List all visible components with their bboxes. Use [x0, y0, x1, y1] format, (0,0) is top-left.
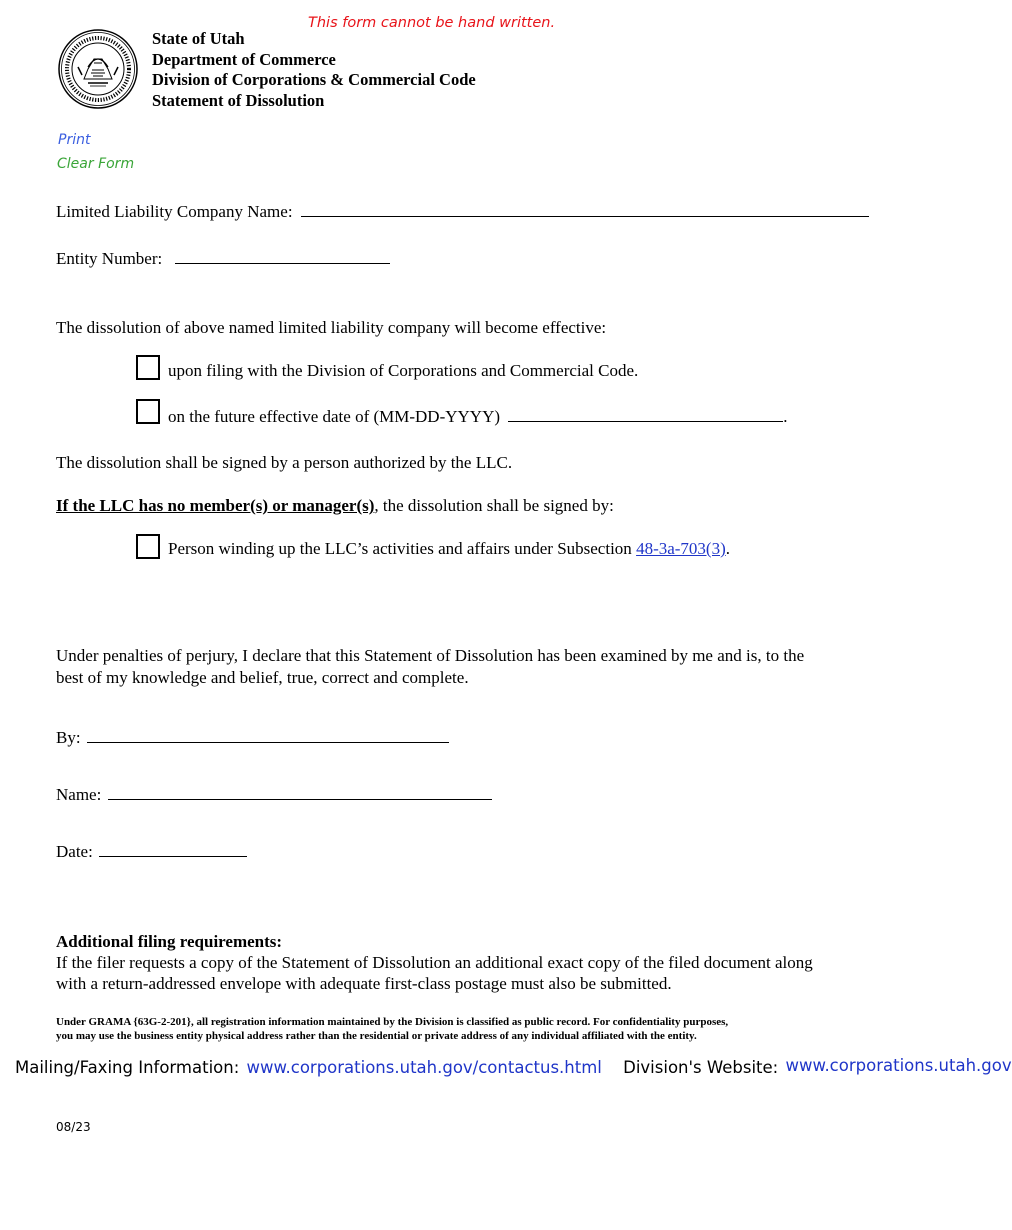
by-label: By:	[56, 728, 81, 747]
entity-number-field[interactable]	[175, 245, 390, 264]
future-date-field[interactable]	[508, 403, 783, 422]
division-website-link[interactable]: www.corporations.utah.gov	[785, 1056, 1012, 1075]
winding-up-text: Person winding up the LLC’s activities and affairs under Subsection	[168, 539, 637, 558]
grama-notice	[56, 1016, 728, 1043]
authorized-signer-text: The dissolution shall be signed by a person authorized by the LLC.	[56, 453, 513, 472]
revision-date: 08/23	[56, 1120, 91, 1134]
no-member-heading: If the LLC has no member(s) or manager(s)	[56, 496, 375, 515]
state-name: State of Utah	[152, 29, 245, 48]
additional-heading: Additional filing requirements:	[56, 932, 283, 951]
name-row	[56, 781, 492, 806]
effective-intro: The dissolution of above named limited liability company will become effective:	[56, 318, 607, 337]
utah-state-seal	[58, 29, 138, 109]
by-field[interactable]	[87, 724, 449, 743]
winding-up-checkbox[interactable]	[136, 534, 160, 559]
handwriting-notice: This form cannot be hand written.	[308, 15, 556, 31]
website-label: Division's Website:	[623, 1058, 779, 1077]
name-field[interactable]	[108, 781, 492, 800]
declaration-line-1: Under penalties of perjury, I declare that this Statement of Dissolution has been examined by me and is, to the	[56, 646, 805, 665]
llc-name-field[interactable]	[301, 198, 869, 217]
agency-header	[152, 29, 476, 111]
llc-name-label: Limited Liability Company Name:	[56, 202, 293, 221]
print-button[interactable]: Print	[58, 132, 91, 148]
additional-line-1: If the filer requests a copy of the Statement of Dissolution an additional exact copy of the filed document along	[56, 953, 813, 972]
future-date-row	[168, 403, 788, 428]
footer-links	[15, 1058, 1012, 1077]
llc-name-row	[56, 198, 869, 223]
additional-requirements	[56, 931, 813, 995]
winding-up-period: .	[725, 539, 731, 558]
entity-number-row	[56, 245, 390, 270]
clear-form-button[interactable]: Clear Form	[57, 156, 135, 172]
declaration-line-2: best of my knowledge and belief, true, correct and complete.	[56, 668, 469, 687]
entity-number-label: Entity Number:	[56, 249, 163, 268]
effective-upon-filing-label: upon filing with the Division of Corporations and Commercial Code.	[168, 361, 639, 380]
division-name: Division of Corporations & Commercial Code	[152, 70, 476, 89]
additional-line-2: with a return-addressed envelope with adequate first-class postage must also be submitted.	[56, 974, 672, 993]
date-label: Date:	[56, 842, 93, 861]
perjury-declaration	[56, 645, 804, 689]
grama-line-1: Under GRAMA {63G-2-201}, all registration information maintained by the Division is classified as public record. For confidentiality purposes,	[56, 1016, 729, 1028]
date-field[interactable]	[99, 838, 247, 857]
no-member-text: , the dissolution shall be signed by:	[374, 496, 614, 515]
effective-future-date-checkbox[interactable]	[136, 399, 160, 424]
winding-up-row	[168, 538, 730, 560]
by-row	[56, 724, 449, 749]
date-row	[56, 838, 247, 863]
grama-line-2: you may use the business entity physical address rather than the residential or private address of any individual affiliated with the entity.	[56, 1029, 697, 1042]
effective-upon-filing-checkbox[interactable]	[136, 355, 160, 380]
future-date-period: .	[783, 407, 788, 426]
contact-us-link[interactable]: www.corporations.utah.gov/contactus.html	[246, 1058, 602, 1077]
no-member-row	[56, 495, 614, 517]
name-label: Name:	[56, 785, 102, 804]
form-title: Statement of Dissolution	[152, 90, 325, 110]
future-date-label: on the future effective date of (MM-DD-YYYY)	[168, 407, 501, 426]
subsection-link[interactable]: 48-3a-703(3)	[636, 539, 726, 558]
mailing-label: Mailing/Faxing Information:	[15, 1058, 240, 1077]
department-name: Department of Commerce	[152, 49, 336, 69]
